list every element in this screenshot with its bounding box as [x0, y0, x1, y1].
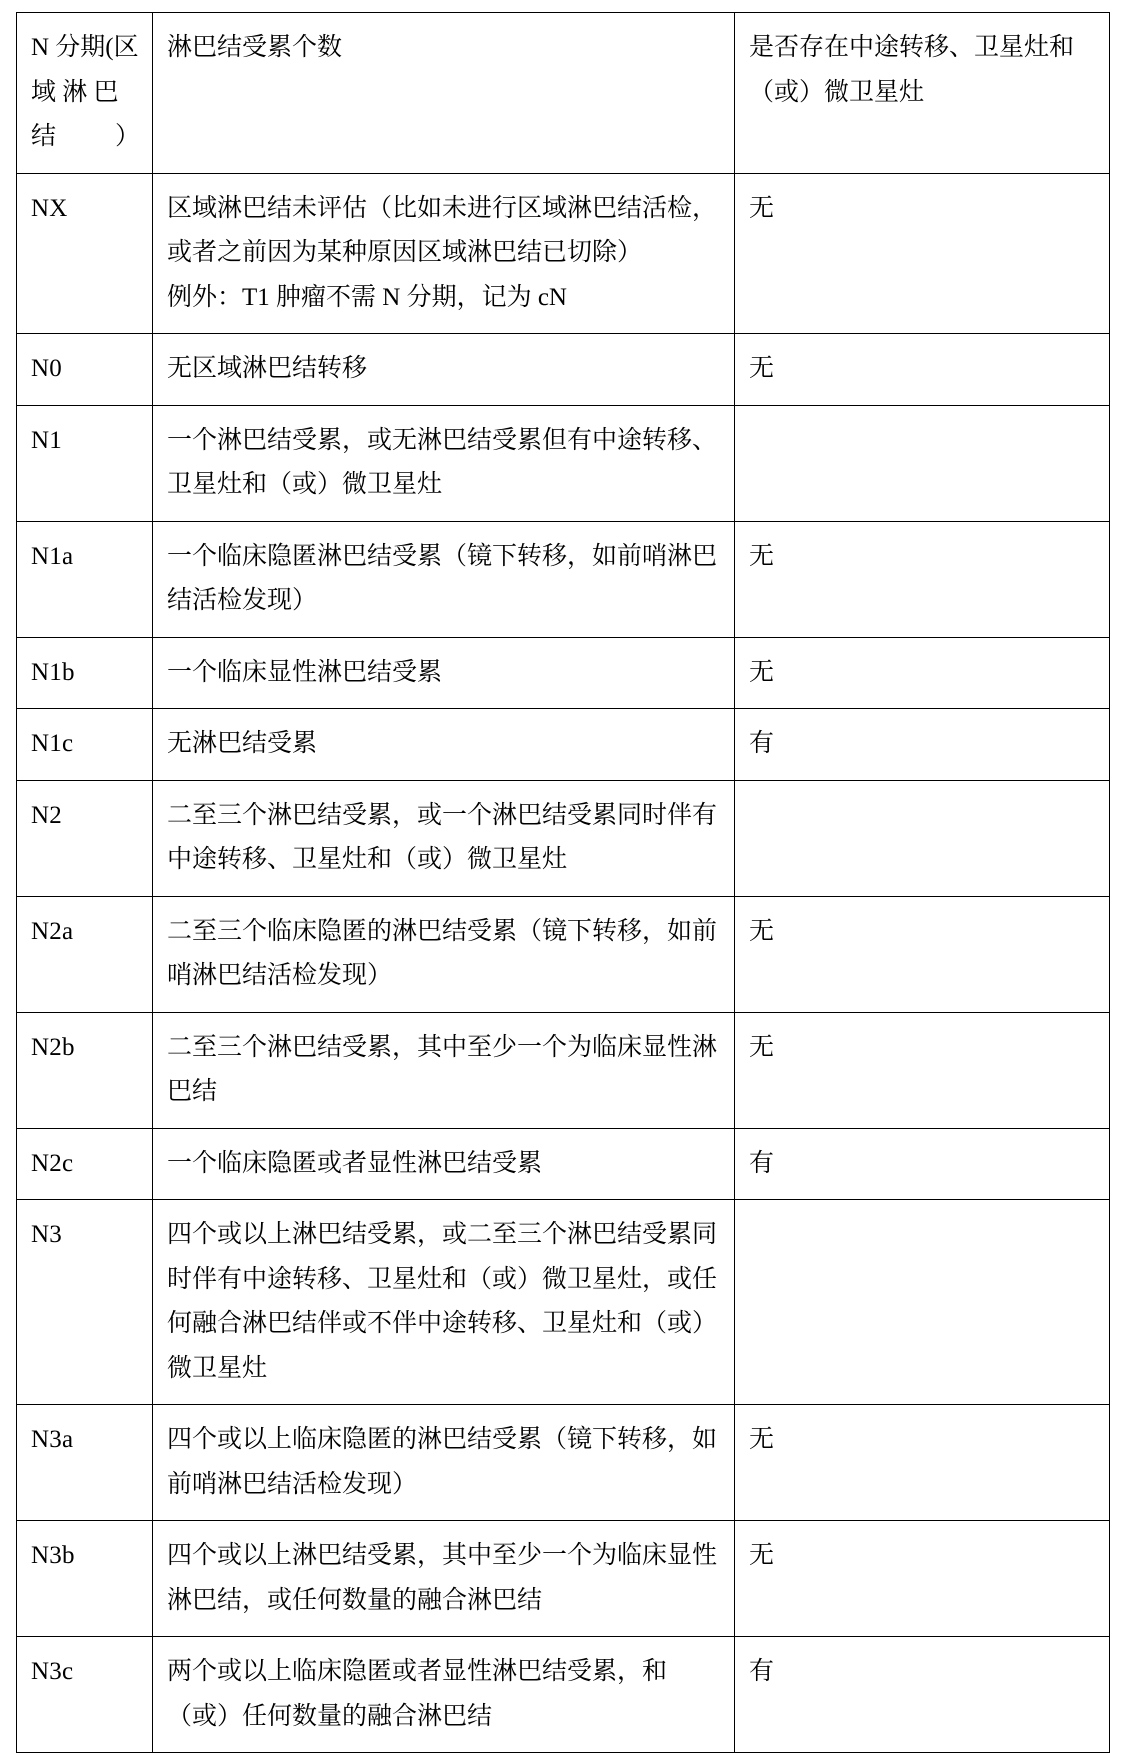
- satellite-flag-cell: [735, 405, 1110, 521]
- column-header-satellite: 是否存在中途转移、卫星灶和（或）微卫星灶: [735, 13, 1110, 174]
- node-description-cell: [153, 637, 735, 709]
- node-description-text: 无淋巴结受累: [167, 730, 318, 757]
- satellite-flag-cell: [735, 780, 1110, 896]
- table-body: [17, 173, 1110, 1753]
- satellite-flag-cell: 无: [735, 1405, 1110, 1521]
- node-description-cell: [153, 896, 735, 1012]
- node-description-cell: [153, 173, 735, 334]
- node-description-text: 四个或以上淋巴结受累，其中至少一个为临床显性淋巴结，或任何数量的融合淋巴结: [167, 1542, 718, 1614]
- node-description-text: 一个临床隐匿或者显性淋巴结受累: [167, 1149, 543, 1177]
- stage-code-cell: N2b: [17, 1012, 153, 1128]
- satellite-flag-cell: 有: [735, 1637, 1110, 1753]
- node-description-text: 二至三个临床隐匿的淋巴结受累（镜下转移，如前哨淋巴结活检发现）: [167, 917, 718, 989]
- satellite-flag-cell: 无: [735, 1521, 1110, 1637]
- node-description-text: 二至三个淋巴结受累，其中至少一个为临床显性淋巴结: [167, 1033, 718, 1105]
- node-description-cell: [153, 1637, 735, 1753]
- stage-code-cell: N2a: [17, 896, 153, 1012]
- table-row: [17, 1405, 1110, 1521]
- node-description-text: 一个临床隐匿淋巴结受累（镜下转移，如前哨淋巴结活检发现）: [167, 542, 718, 614]
- node-description-text: 二至三个淋巴结受累，或一个淋巴结受累同时伴有中途转移、卫星灶和（或）微卫星灶: [167, 801, 718, 873]
- node-description-cell: [153, 1521, 735, 1637]
- n-staging-table: [16, 12, 1110, 1753]
- satellite-flag-cell: 无: [735, 896, 1110, 1012]
- stage-code-cell: N1a: [17, 521, 153, 637]
- node-description-text: 四个或以上淋巴结受累，或二至三个淋巴结受累同时伴有中途转移、卫星灶和（或）微卫星灶，或任何融合淋巴结伴或不伴中途转移、卫星灶和（或）微卫星灶: [167, 1221, 718, 1382]
- stage-code-cell: N1b: [17, 637, 153, 709]
- table-row: [17, 521, 1110, 637]
- stage-code-cell: N3: [17, 1200, 153, 1405]
- satellite-flag-cell: 有: [735, 1128, 1110, 1200]
- table-row: [17, 1637, 1110, 1753]
- satellite-flag-cell: [735, 1200, 1110, 1405]
- node-description-cell: [153, 1405, 735, 1521]
- table-row: [17, 709, 1110, 781]
- node-description-text: 一个临床显性淋巴结受累: [167, 658, 443, 686]
- table-row: [17, 1521, 1110, 1637]
- table-header: [17, 13, 1110, 174]
- table-row: [17, 896, 1110, 1012]
- satellite-flag-cell: 无: [735, 637, 1110, 709]
- node-description-cell: [153, 1012, 735, 1128]
- stage-code-cell: N3b: [17, 1521, 153, 1637]
- table-row: [17, 405, 1110, 521]
- stage-code-cell: N3a: [17, 1405, 153, 1521]
- stage-code-cell: NX: [17, 173, 153, 334]
- node-description-cell: [153, 521, 735, 637]
- column-header-stage: N 分期(区域 淋 巴 结）: [17, 13, 153, 174]
- node-description-cell: [153, 405, 735, 521]
- node-description-text: 一个淋巴结受累，或无淋巴结受累但有中途转移、卫星灶和（或）微卫星灶: [167, 426, 718, 498]
- stage-code-cell: N1c: [17, 709, 153, 781]
- node-description-cell: [153, 1128, 735, 1200]
- satellite-flag-cell: 有: [735, 709, 1110, 781]
- node-description-text: 两个或以上临床隐匿或者显性淋巴结受累，和（或）任何数量的融合淋巴结: [167, 1658, 668, 1730]
- table-row: [17, 1012, 1110, 1128]
- table-row: [17, 637, 1110, 709]
- stage-code-cell: N1: [17, 405, 153, 521]
- node-description-text: 区域淋巴结未评估（比如未进行区域淋巴结活检，或者之前因为某种原因区域淋巴结已切除）: [167, 194, 718, 266]
- stage-code-cell: N3c: [17, 1637, 153, 1753]
- node-description-cell: [153, 1200, 735, 1405]
- satellite-flag-cell: 无: [735, 521, 1110, 637]
- node-description-exception: 例外：T1 肿瘤不需 N 分期，记为 cN: [167, 283, 567, 311]
- node-description-text: 四个或以上临床隐匿的淋巴结受累（镜下转移，如前哨淋巴结活检发现）: [167, 1426, 718, 1498]
- satellite-flag-cell: 无: [735, 1012, 1110, 1128]
- stage-code-cell: N0: [17, 334, 153, 406]
- table-row: [17, 1200, 1110, 1405]
- node-description-cell: [153, 709, 735, 781]
- node-description-text: 无区域淋巴结转移: [167, 355, 368, 382]
- node-description-cell: [153, 780, 735, 896]
- stage-code-cell: N2c: [17, 1128, 153, 1200]
- table-header-row: [17, 13, 1110, 174]
- column-header-node-count: 淋巴结受累个数: [153, 13, 735, 174]
- table-row: [17, 1128, 1110, 1200]
- stage-code-cell: N2: [17, 780, 153, 896]
- table-row: [17, 780, 1110, 896]
- satellite-flag-cell: 无: [735, 173, 1110, 334]
- node-description-cell: [153, 334, 735, 406]
- table-row: [17, 173, 1110, 334]
- table-row: [17, 334, 1110, 406]
- satellite-flag-cell: 无: [735, 334, 1110, 406]
